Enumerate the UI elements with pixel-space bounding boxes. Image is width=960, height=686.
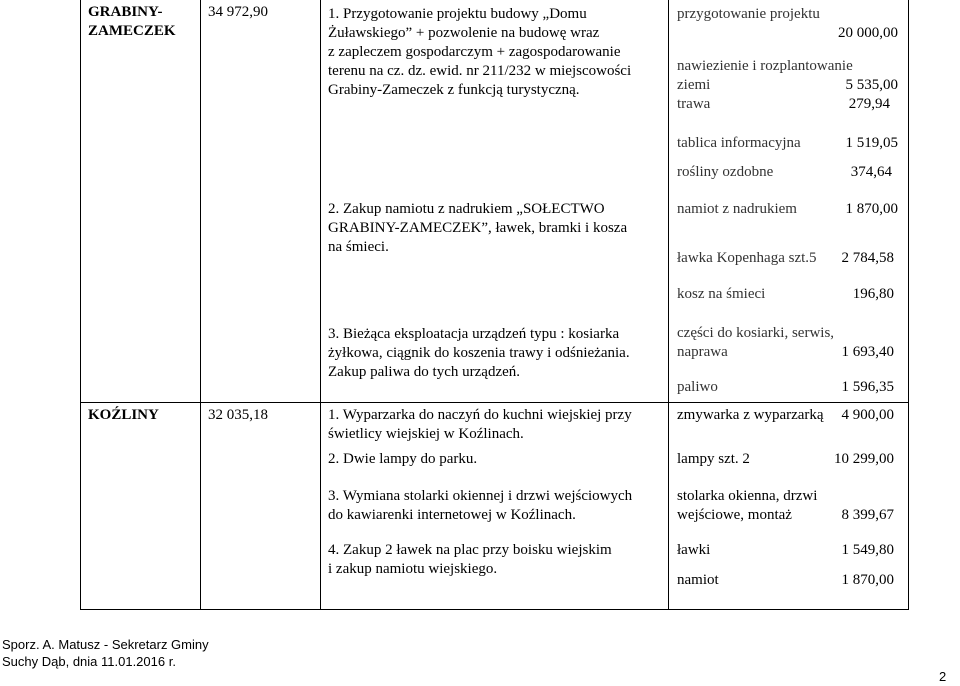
cost-value: 374,64 xyxy=(850,164,892,180)
task-text-line: 3. Wymiana stolarki okiennej i drzwi wejściowych xyxy=(328,488,633,504)
task-text-line: Żuławskiego” + pozwolenie na budowę wraz xyxy=(328,25,600,41)
cost-label: trawa xyxy=(677,96,711,112)
cost-label: ziemi xyxy=(677,77,711,93)
column-divider-3 xyxy=(668,0,669,610)
cost-value: 1 596,35 xyxy=(841,379,894,395)
cost-value: 2 784,58 xyxy=(841,250,894,266)
cost-label: namiot z nadrukiem xyxy=(677,201,797,217)
cost-label: kosz na śmieci xyxy=(677,286,766,302)
task-text-line: z zapleczem gospodarczym + zagospodarowanie xyxy=(328,44,621,60)
task-text-line: 1. Wyparzarka do naczyń do kuchni wiejskiej przy xyxy=(328,407,632,423)
row-divider xyxy=(80,402,909,403)
date-line: Suchy Dąb, dnia 11.01.2016 r. xyxy=(2,654,176,669)
cost-label: ławki xyxy=(677,542,711,558)
cost-value: 5 535,00 xyxy=(845,77,898,93)
cost-value: 1 870,00 xyxy=(845,201,898,217)
table-border-right xyxy=(908,0,909,610)
cost-label: paliwo xyxy=(677,379,718,395)
cost-value: 1 549,80 xyxy=(841,542,894,558)
cost-value: 279,94 xyxy=(848,96,890,112)
column-divider-1 xyxy=(200,0,201,610)
cost-value: 4 900,00 xyxy=(841,407,894,423)
cost-label: wejściowe, montaż xyxy=(677,507,792,523)
cost-label: rośliny ozdobne xyxy=(677,164,774,180)
cost-label: przygotowanie projektu xyxy=(677,6,820,22)
cost-label: zmywarka z wyparzarką xyxy=(677,407,824,423)
task-text-line: Zakup paliwa do tych urządzeń. xyxy=(328,364,521,380)
cost-value: 8 399,67 xyxy=(841,507,894,523)
cost-value: 10 299,00 xyxy=(834,451,894,467)
table-border-left xyxy=(80,0,81,610)
cost-label: naprawa xyxy=(677,344,728,360)
task-text-line: 2. Dwie lampy do parku. xyxy=(328,451,478,467)
page-number: 2 xyxy=(939,669,947,684)
locality-name: KOŹLINY xyxy=(88,407,159,423)
task-text-line: 2. Zakup namiotu z nadrukiem „SOŁECTWO xyxy=(328,201,605,217)
task-text-line: do kawiarenki internetowej w Koźlinach. xyxy=(328,507,576,523)
locality-name-line2: ZAMECZEK xyxy=(88,23,176,39)
locality-amount: 32 035,18 xyxy=(208,407,268,423)
cost-value: 1 693,40 xyxy=(841,344,894,360)
cost-value: 1 519,05 xyxy=(845,135,898,151)
cost-label: ławka Kopenhaga szt.5 xyxy=(677,250,817,266)
task-text-line: 4. Zakup 2 ławek na plac przy boisku wiejskim xyxy=(328,542,612,558)
task-text-line: Grabiny-Zameczek z funkcją turystyczną. xyxy=(328,82,580,98)
cost-label: lampy szt. 2 xyxy=(677,451,750,467)
task-text-line: GRABINY-ZAMECZEK”, ławek, bramki i kosza xyxy=(328,220,628,236)
table-border-bottom xyxy=(80,609,909,610)
task-text-line: żyłkowa, ciągnik do koszenia trawy i odśnieżania. xyxy=(328,345,630,361)
cost-value: 1 870,00 xyxy=(841,572,894,588)
cost-label: namiot xyxy=(677,572,719,588)
task-text-line: 1. Przygotowanie projektu budowy „Domu xyxy=(328,6,587,22)
column-divider-2 xyxy=(320,0,321,610)
cost-label: nawiezienie i rozplantowanie xyxy=(677,58,853,74)
cost-value: 196,80 xyxy=(852,286,894,302)
task-text-line: i zakup namiotu wiejskiego. xyxy=(328,561,498,577)
cost-value: 20 000,00 xyxy=(838,25,898,41)
task-text-line: terenu na cz. dz. ewid. nr 211/232 w miejscowości xyxy=(328,63,632,79)
task-text-line: 3. Bieżąca eksploatacja urządzeń typu : kosiarka xyxy=(328,326,620,342)
locality-amount: 34 972,90 xyxy=(208,4,268,20)
cost-label: części do kosiarki, serwis, xyxy=(677,325,835,341)
task-text-line: na śmieci. xyxy=(328,239,389,255)
locality-name-line1: GRABINY- xyxy=(88,4,163,20)
cost-label: tablica informacyjna xyxy=(677,135,801,151)
author-line: Sporz. A. Matusz - Sekretarz Gminy xyxy=(2,637,209,652)
cost-label: stolarka okienna, drzwi xyxy=(677,488,818,504)
task-text-line: świetlicy wiejskiej w Koźlinach. xyxy=(328,426,524,442)
